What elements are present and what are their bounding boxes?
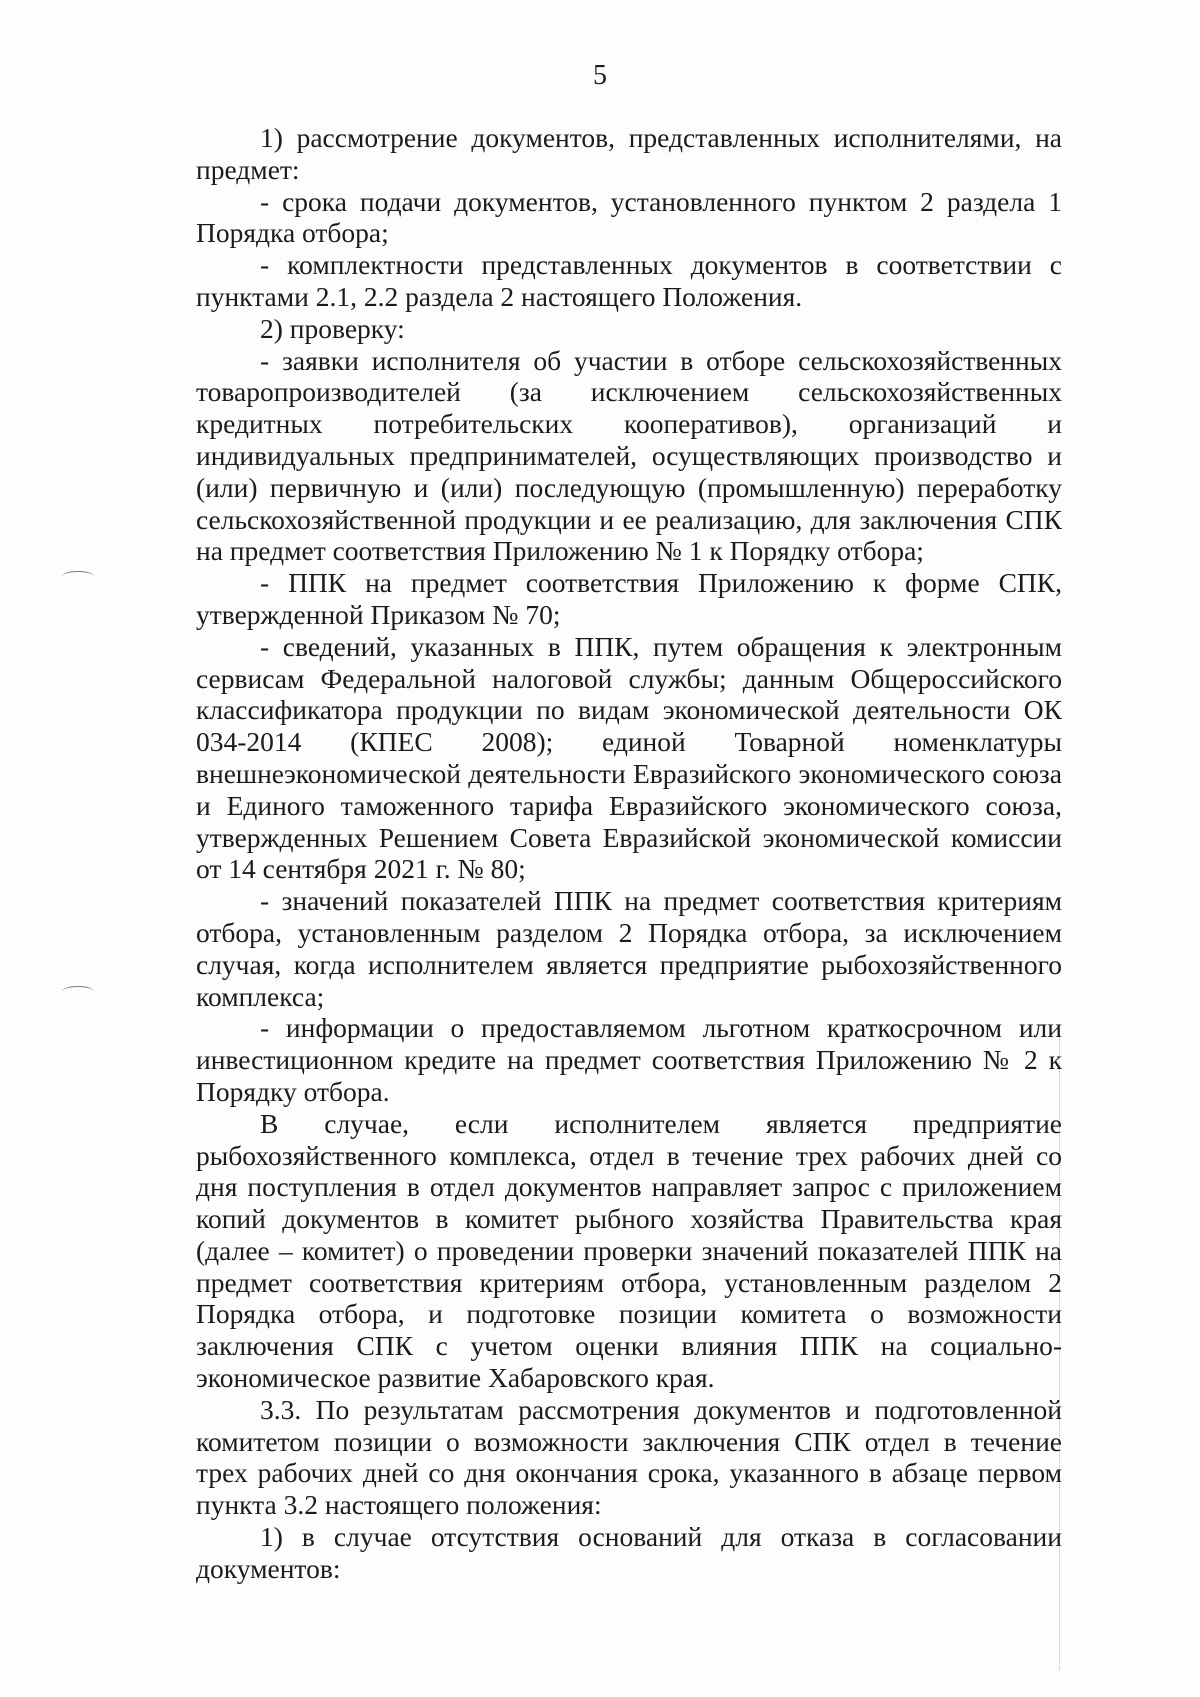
margin-mark: [62, 986, 94, 997]
page-number: 5: [593, 60, 607, 91]
paragraph-fishery-case: В случае, если исполнителем является предприятие рыбохозяйственного комплекса, отдел в течение трех рабочих дней со дня поступления в отдел документов направляет запрос с приложением копий документов в комитет рыбного хозяйства Правительства края (далее – комитет) о проведении проверки значений показателей ППК на предмет соответствия критериям отбора, установленным разделом 2 Порядка отбора, и подготовке позиции комитета о возможности заключения СПК с учетом оценки влияния ППК на социально-экономическое развитие Хабаровского края.: [196, 1107, 1062, 1394]
document-body: [196, 122, 1062, 1585]
paragraph-credit-item: - информации о предоставляемом льготном краткосрочном или инвестиционном кредите на предмет соответствия Приложению № 2 к Порядку отбора.: [196, 1012, 1062, 1107]
paragraph-review-intro: 1) рассмотрение документов, представленных исполнителями, на предмет:: [196, 122, 1062, 185]
paragraph-check-intro: 2) проверку:: [260, 312, 405, 344]
paragraph-completeness-item: - комплектности представленных документов в соответствии с пунктами 2.1, 2.2 раздела 2 настоящего Положения.: [196, 249, 1062, 312]
margin-mark: [62, 571, 94, 582]
paragraph-ppk-item: - ППК на предмет соответствия Приложению к форме СПК, утвержденной Приказом № 70;: [196, 567, 1062, 630]
paragraph-info-sources-item: - сведений, указанных в ППК, путем обращения к электронным сервисам Федеральной налоговой службы; данным Общероссийского классификатора продукции по видам экономической деятельности ОК 034-2014 (КПЕС 2008); единой Товарной номенклатуры внешнеэкономической деятельности Евразийского экономического союза и Единого таможенного тарифа Евразийского экономического союза, утвержденных Решением Совета Евразийской экономической комиссии от 14 сентября 2021 г. № 80;: [196, 630, 1062, 885]
paragraph-indicators-item: - значений показателей ППК на предмет соответствия критериям отбора, установленным разделом 2 Порядка отбора, за исключением случая, когда исполнителем является предприятие рыбохозяйственного комплекса;: [196, 885, 1062, 1012]
paragraph-no-grounds-item: 1) в случае отсутствия оснований для отказа в согласовании документов:: [196, 1521, 1062, 1584]
paragraph-section-3-3: 3.3. По результатам рассмотрения документов и подготовленной комитетом позиции о возможности заключения СПК отдел в течение трех рабочих дней со дня окончания срока, указанного в абзаце первом пункта 3.2 настоящего положения:: [196, 1393, 1062, 1521]
paragraph-deadline-item: - срока подачи документов, установленного пунктом 2 раздела 1 Порядка отбора;: [196, 185, 1062, 249]
paragraph-application-item: - заявки исполнителя об участии в отборе сельскохозяйственных товаропроизводителей (за исключением сельскохозяйственных кредитных потребительских кооперативов), организаций и индивидуальных предпринимателей, осуществляющих производство и (или) первичную и (или) последующую (промышленную) переработку сельскохозяйственной продукции и ее реализацию, для заключения СПК на предмет соответствия Приложению № 1 к Порядку отбора;: [196, 344, 1062, 567]
